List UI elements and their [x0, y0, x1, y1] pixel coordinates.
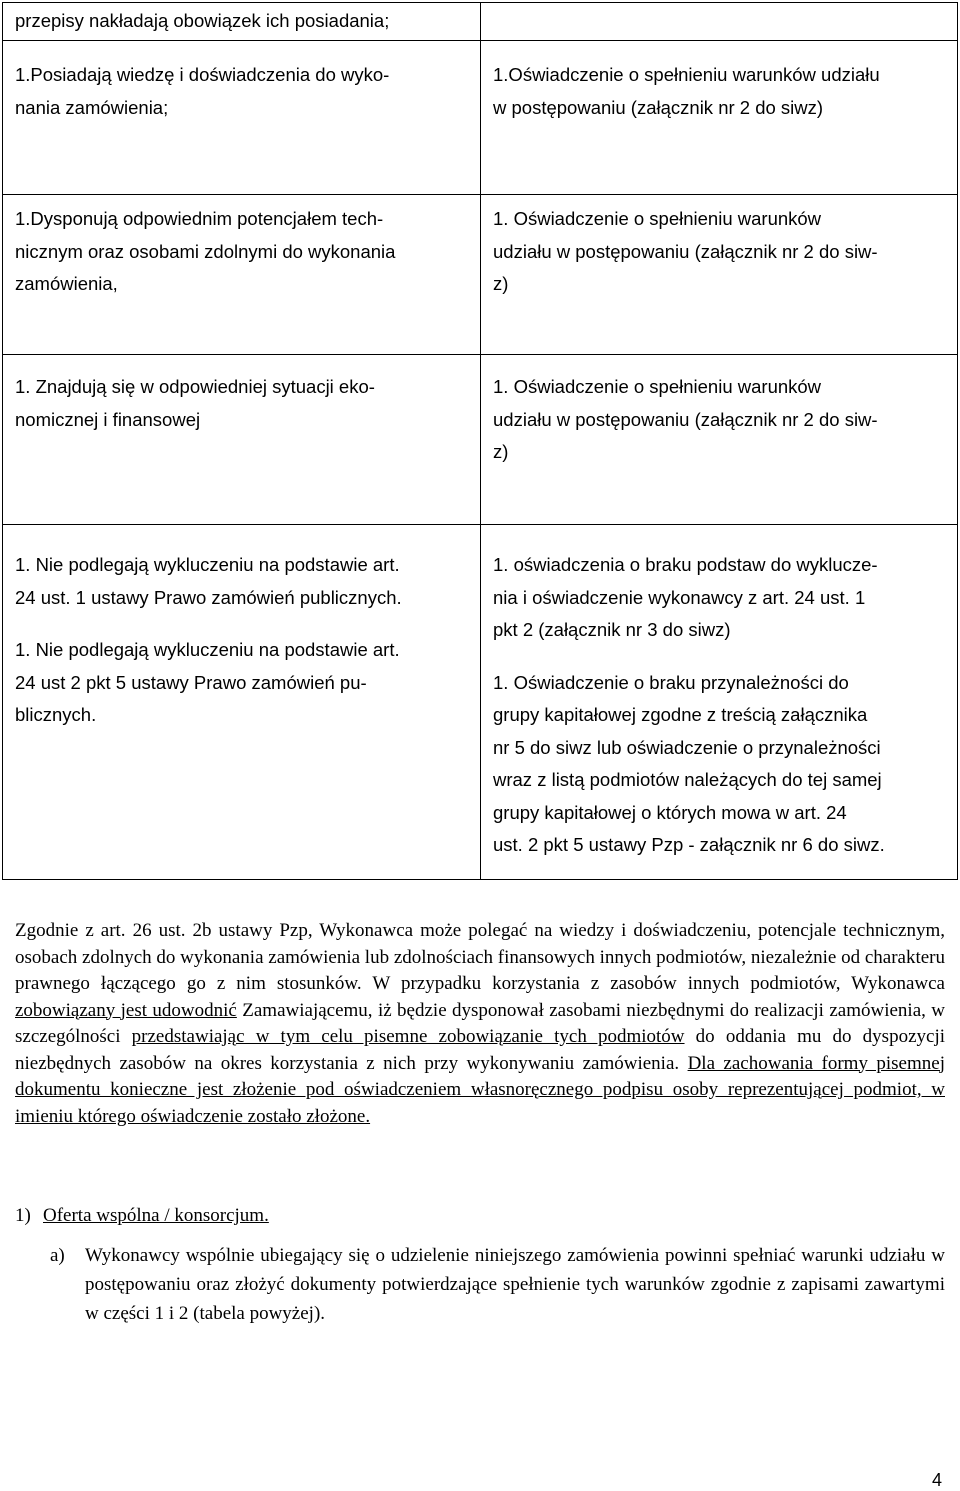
cell-line: 1.Oświadczenie o spełnieniu warunków udziału [493, 64, 880, 85]
cell-line: 1.Posiadają wiedzę i doświadczenia do wyko- [15, 64, 390, 85]
cell-line: 1. oświadczenia o braku podstaw do wyklucze- [493, 554, 878, 575]
sub-item-letter: a) [50, 1245, 65, 1266]
cell-line: grupy kapitałowej zgodne z treścią załącznika [493, 704, 868, 725]
table-row [3, 195, 958, 355]
table-cell-condition [3, 355, 481, 525]
page-number: 4 [931, 1470, 942, 1490]
paragraph-text: Zgodnie z art. 26 ust. 2b ustawy Pzp, Wykonawca może polegać na wiedzy i doświadczeniu, potencjale technicznym, osobach zdolnych do wykonania zamówienia lub zdolnościach finansowych innych podmiotów, niezależnie od charakteru prawnego łączącego go z nim stosunków. W przypadku korzystania z zasobów innych podmiotów, Wykonawca [15, 920, 945, 994]
table-cell-document [481, 41, 958, 195]
cell-line: 1. Nie podlegają wykluczeniu na podstawie art. [15, 639, 400, 660]
cell-line: pkt 2 (załącznik nr 3 do siwz) [493, 619, 731, 640]
cell-line: nia i oświadczenie wykonawcy z art. 24 ust. 1 [493, 586, 866, 608]
table-row [3, 41, 958, 195]
table-row [3, 3, 958, 41]
cell-line: nomicznej i finansowej [15, 408, 201, 430]
paragraph-text: Zamawiającemu, iż będzie dysponował zasobami niezbędnymi do realizacji zamówienia, w szczególności [15, 999, 945, 1047]
table-cell-document [481, 3, 958, 41]
cell-line: 24 ust 2 pkt 5 ustawy Prawo zamówień pu- [15, 671, 367, 693]
list-title: Oferta wspólna / konsorcjum. [43, 1205, 269, 1226]
cell-line: nr 5 do siwz lub oświadczenie o przynależności [493, 736, 881, 758]
cell-line: z) [493, 273, 509, 294]
table-row [3, 525, 958, 880]
table-cell-document [481, 355, 958, 525]
paragraph-text: do oddania mu do dyspozycji niezbędnych zasobów na okres korzystania z nich przy wykonywaniu zamówienia. [15, 1026, 946, 1074]
requirements-table [2, 2, 958, 880]
list-number: 1) [15, 1205, 31, 1226]
cell-line: 1. Oświadczenie o spełnieniu warunków [493, 376, 822, 397]
cell-line: blicznych. [15, 704, 97, 725]
table-cell-condition [3, 41, 481, 195]
cell-line: 1.Dysponują odpowiednim potencjałem tech- [15, 208, 384, 229]
underlined-text: zobowiązany jest udowodnić [15, 999, 237, 1021]
cell-line: 1. Oświadczenie o braku przynależności do [493, 671, 849, 693]
cell-line: przepisy nakładają obowiązek ich posiadania; [15, 10, 390, 31]
cell-line: nania zamówienia; [15, 96, 169, 118]
cell-line: w postępowaniu (załącznik nr 2 do siwz) [493, 96, 824, 118]
resources-paragraph [15, 918, 945, 1130]
table-cell-condition [3, 525, 481, 880]
underlined-text: Dla zachowania formy pisemnej dokumentu konieczne jest złożenie pod oświadczeniem własnoręcznego podpisu osoby reprezentującej podmiot, w imieniu którego oświadczenie zostało złożone. [15, 1052, 945, 1127]
cell-line: z) [493, 441, 509, 462]
table-cell-document [481, 525, 958, 880]
sub-item-text: Wykonawcy wspólnie ubiegający się o udzielenie niniejszego zamówienia powinni spełniać warunki udziału w postępowaniu oraz złożyć dokumenty potwierdzające spełnienie tych warunków zgodnie z zapisami zawartymi w części 1 i 2 (tabela powyżej). [85, 1245, 945, 1324]
numbered-list-item [15, 1203, 945, 1230]
lettered-sub-item [50, 1241, 945, 1328]
cell-line: 1. Oświadczenie o spełnieniu warunków [493, 208, 822, 229]
cell-line: ust. 2 pkt 5 ustawy Pzp - załącznik nr 6 do siwz. [493, 834, 885, 855]
table-cell-document [481, 195, 958, 355]
cell-line: udziału w postępowaniu (załącznik nr 2 do siw- [493, 240, 878, 262]
cell-line: 1. Znajdują się w odpowiedniej sytuacji eko- [15, 376, 375, 397]
table-cell-condition [3, 3, 481, 41]
underlined-text: przedstawiając w tym celu pisemne zobowiązanie tych podmiotów [131, 1026, 685, 1047]
cell-line: wraz z listą podmiotów należących do tej samej [493, 769, 882, 790]
cell-line: udziału w postępowaniu (załącznik nr 2 do siw- [493, 408, 878, 430]
cell-line: zamówienia, [15, 273, 118, 294]
table-row [3, 355, 958, 525]
cell-line: 1. Nie podlegają wykluczeniu na podstawie art. [15, 554, 400, 575]
cell-line: 24 ust. 1 ustawy Prawo zamówień publicznych. [15, 586, 402, 608]
cell-line: grupy kapitałowej o których mowa w art. 24 [493, 801, 847, 823]
table-cell-condition [3, 195, 481, 355]
cell-line: nicznym oraz osobami zdolnymi do wykonania [15, 240, 396, 262]
